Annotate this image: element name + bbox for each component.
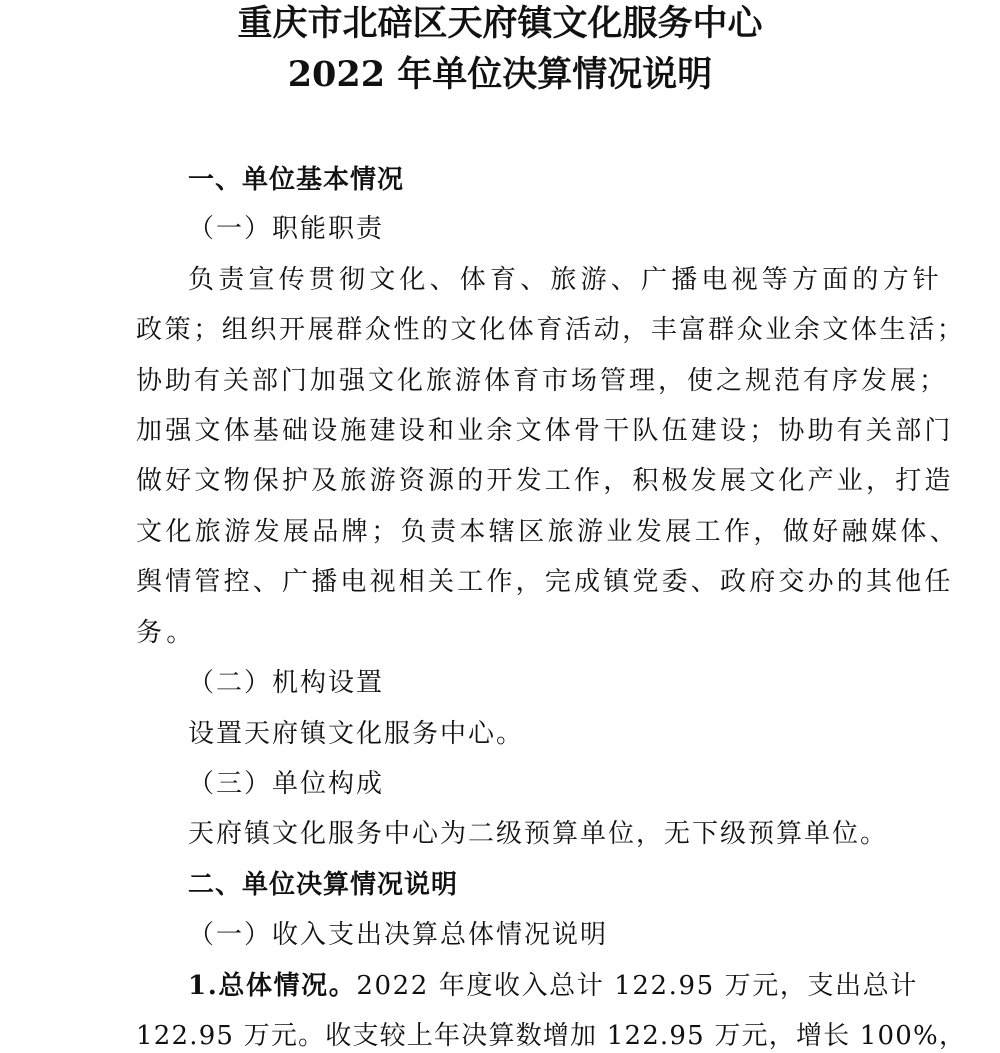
lead-rest-text: 2022 年度收入总计 122.95 万元，支出总计 — [356, 971, 918, 1001]
paragraph-line: 加强文体基础设施建设和业余文体骨干队伍建设；协助有关部门 — [136, 416, 954, 446]
document-title-line2: 2022 年单位决算情况说明 — [287, 54, 713, 95]
paragraph-line: 文化旅游发展品牌；负责本辖区旅游业发展工作，做好融媒体、 — [136, 517, 960, 547]
section1-sub2-heading: （二）机构设置 — [188, 668, 385, 698]
paragraph-line — [188, 969, 918, 1003]
paragraph-line: 务。 — [136, 618, 197, 648]
paragraph-line: 做好文物保护及旅游资源的开发工作，积极发展文化产业，打造 — [136, 466, 954, 496]
document-title-line1: 重庆市北碚区天府镇文化服务中心 — [237, 3, 763, 44]
section2-sub1-heading: （一）收入支出决算总体情况说明 — [188, 920, 609, 950]
section1-sub1-heading: （一）职能职责 — [188, 214, 385, 244]
lead-bold-text: 1.总体情况。 — [188, 971, 357, 1001]
paragraph-line: 政策；组织开展群众性的文化体育活动，丰富群众业余文体生活； — [136, 315, 966, 345]
paragraph-line: 天府镇文化服务中心为二级预算单位，无下级预算单位。 — [188, 819, 889, 849]
section2-heading: 二、单位决算情况说明 — [188, 870, 459, 900]
paragraph-line: 负责宣传贯彻文化、体育、旅游、广播电视等方面的方针 — [188, 265, 944, 295]
paragraph-line: 122.95 万元。收支较上年决算数增加 122.95 万元，增长 100%， — [136, 1021, 967, 1051]
paragraph-line: 舆情管控、广播电视相关工作，完成镇党委、政府交办的其他任 — [136, 567, 954, 597]
section1-sub3-heading: （三）单位构成 — [188, 769, 385, 799]
section1-heading: 一、单位基本情况 — [188, 165, 405, 195]
paragraph-line: 协助有关部门加强文化旅游体育市场管理，使之规范有序发展； — [136, 366, 949, 396]
paragraph-line: 设置天府镇文化服务中心。 — [188, 719, 525, 749]
